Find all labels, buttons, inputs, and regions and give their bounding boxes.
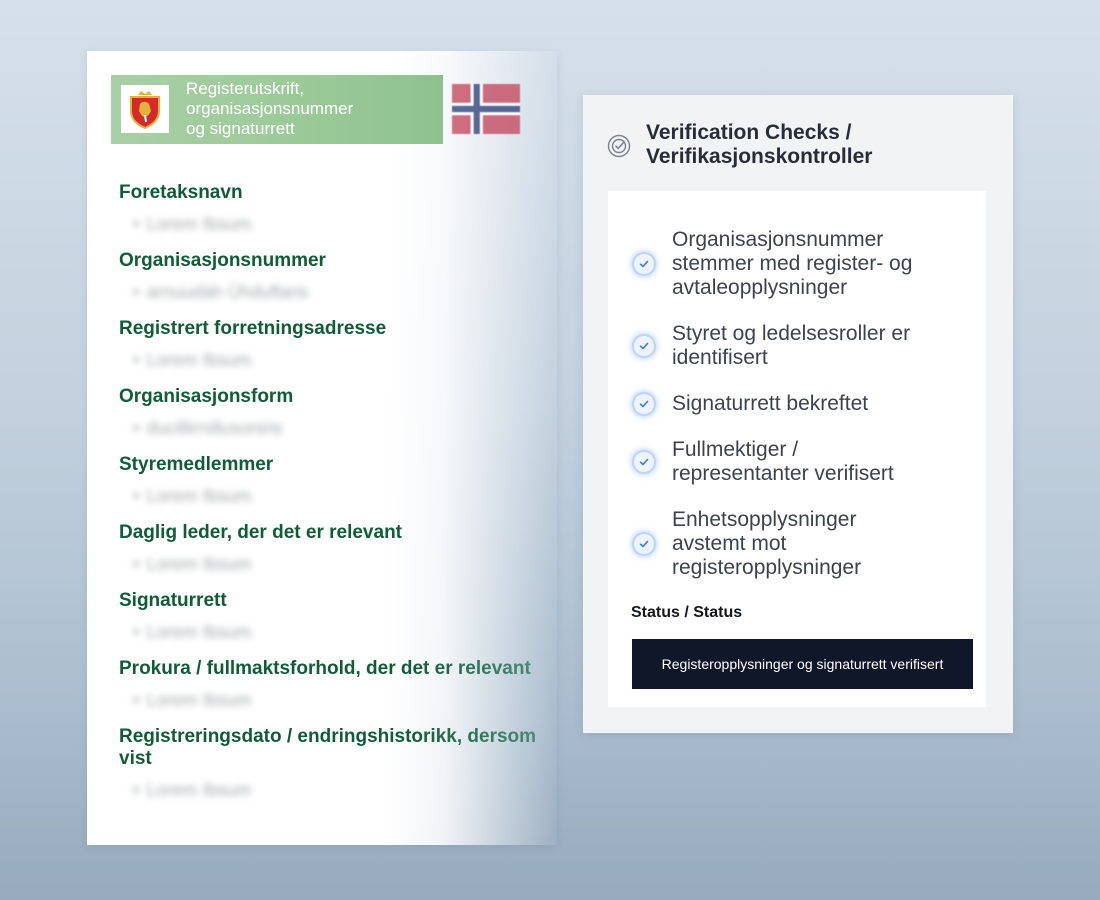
check-text-line: representanter verifisert <box>672 462 894 485</box>
field-value-general-manager: + Lorem Ibsum <box>131 553 539 575</box>
check-circle-icon <box>634 394 654 414</box>
field-label-registration-date: Registreringsdato / endringshistorikk, dersom vist <box>119 726 539 770</box>
check-circle-icon <box>634 452 654 472</box>
check-text <box>672 508 861 580</box>
verification-title <box>646 121 872 169</box>
check-text-line: Enhetsopplysninger <box>672 508 857 531</box>
field-label-business-address: Registrert forretningsadresse <box>119 318 387 339</box>
target-check-icon <box>607 134 631 158</box>
check-text-line: identifisert <box>672 346 768 369</box>
field-value-procuration: + Lorem Ibsum <box>131 689 539 711</box>
field-value-registration-date: + Lorem Ibsum <box>131 779 539 801</box>
field-value-org-number: + arnuudàh Ùhduflaris <box>131 281 539 303</box>
check-item <box>634 322 974 370</box>
verification-header <box>607 121 997 191</box>
verification-panel <box>583 95 1013 733</box>
check-item <box>634 508 974 580</box>
check-text-line: avstemt mot <box>672 532 787 555</box>
check-circle-icon <box>634 534 654 554</box>
check-text <box>672 438 894 486</box>
field-label-procuration: Prokura / fullmaktsforhold, der det er relevant <box>119 658 539 680</box>
status-label: Status / Status <box>631 604 743 621</box>
field-label-org-form: Organisasjonsform <box>119 386 294 407</box>
field-value-business-address: + Lorem Ibsum <box>131 349 539 371</box>
check-text-line: Organisasjonsnummer <box>672 228 884 251</box>
field-value-board-members: + Lorem Ibsum <box>131 485 539 507</box>
field-label-org-number: Organisasjonsnummer <box>119 250 326 271</box>
check-text-line: Styret og ledelsesroller er <box>672 322 911 345</box>
document-fields <box>119 182 539 816</box>
check-text-line: registeropplysninger <box>672 556 862 579</box>
check-text-line: avtaleopplysninger <box>672 276 848 299</box>
check-list <box>634 228 974 602</box>
check-item <box>634 392 974 416</box>
verification-title-line: Verification Checks / <box>646 121 852 144</box>
field-label-board-members: Styremedlemmer <box>119 454 274 475</box>
status-verified-button[interactable]: Registeropplysninger og signaturrett verifisert <box>632 639 973 689</box>
field-label-general-manager: Daglig leder, der det er relevant <box>119 522 402 543</box>
check-text <box>672 322 910 370</box>
document-header <box>111 75 443 144</box>
check-circle-icon <box>634 336 654 356</box>
field-label-signature-right: Signaturrett <box>119 590 227 611</box>
check-text-line: Signaturrett bekreftet <box>672 392 869 415</box>
field-value-org-form: + ducillirrsllusoniris <box>131 417 539 439</box>
check-item <box>634 438 974 486</box>
field-value-signature-right: + Lorem Ibsum <box>131 621 539 643</box>
norwegian-flag-icon <box>452 84 520 134</box>
check-text-line: stemmer med register- og <box>672 252 913 275</box>
check-text <box>672 392 868 416</box>
document-title-line: organisasjonsnummer <box>186 99 354 118</box>
check-text <box>672 228 912 300</box>
register-document <box>87 51 557 845</box>
field-label-company-name: Foretaksnavn <box>119 182 243 203</box>
check-item <box>634 228 974 300</box>
norway-coat-of-arms-icon <box>121 85 169 133</box>
document-title-line: og signaturrett <box>186 119 295 138</box>
document-title <box>186 79 426 139</box>
field-value-company-name: + Lorem Ibsum <box>131 213 539 235</box>
check-text-line: Fullmektiger / <box>672 438 799 461</box>
check-circle-icon <box>634 254 654 274</box>
verification-card <box>608 191 986 707</box>
document-title-line: Registerutskrift, <box>186 79 305 98</box>
verification-title-line: Verifikasjonskontroller <box>646 145 873 168</box>
